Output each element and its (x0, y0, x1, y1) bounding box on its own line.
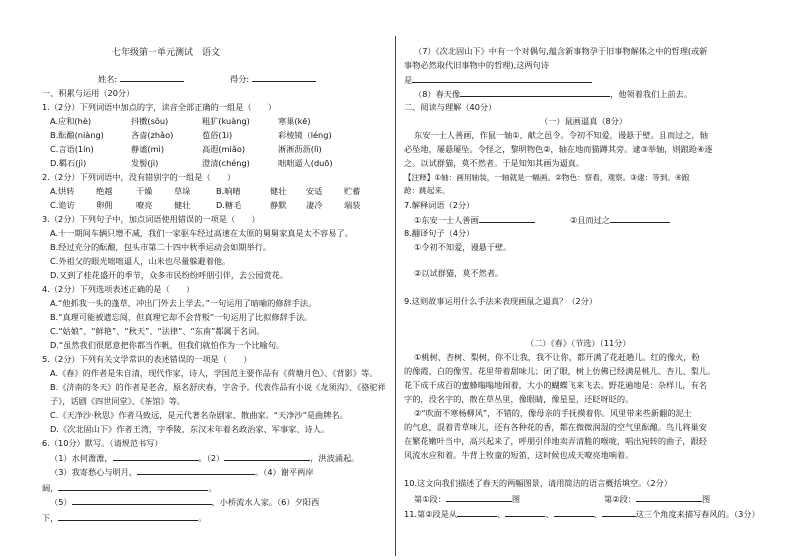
q6-text: 下， (42, 513, 59, 523)
q6-line-4 (50, 496, 319, 507)
q6-text: ，洪波涌起。 (310, 453, 360, 463)
q6-line-2 (50, 466, 314, 477)
score-blank[interactable] (252, 73, 316, 82)
answer-blank[interactable] (412, 74, 592, 83)
q10-text: 图 (511, 494, 521, 504)
q8-stem: 8.翻译句子（4分） (404, 228, 475, 238)
name-blank[interactable] (120, 73, 184, 82)
answer-blank[interactable] (505, 508, 545, 517)
passage2-line: ②“吹面不寒杨柳风”，不错的，像母亲的手抚摸着你。风里带来些新翻的泥土 (414, 408, 692, 418)
q1-option: 高遐(miǎo) (202, 144, 246, 154)
q10-text: 第①段： (414, 494, 446, 504)
q5-option-b-cont: 子》，话剧《四世同堂》、《茶馆》等。 (50, 396, 186, 406)
q2-word: B.晌晴 (216, 186, 241, 196)
name-label: 姓名: (98, 74, 118, 84)
q7a (414, 214, 535, 225)
answer-blank[interactable] (457, 508, 497, 517)
q11-text: 11.第②段是从 (404, 509, 458, 519)
q5-option-d: D.《次北固山下》作者王湾，字季陵，东汉末年着名政治家、军事家、诗人。 (50, 424, 330, 434)
q7-stem: 7.解释词语（2分） (404, 200, 475, 210)
q3-option-d: D.又到了桂花盛开的季节，众多市民纷纷呼朋引伴，去公园赏花。 (50, 270, 289, 280)
column-divider (395, 36, 396, 556)
q6-text: 。（2） (198, 453, 225, 463)
q2-word: 卵佣 (96, 200, 113, 210)
q4-stem: 4.（2分）下列选项表述正确的是（ ） (42, 284, 195, 294)
q2-word: 安适 (306, 186, 323, 196)
q10-stem: 10.这文向我们描述了春天的两幅图景，请用简洁的语言概括填空。（2分） (404, 478, 672, 488)
answer-blank[interactable] (636, 493, 702, 502)
answer-blank[interactable] (58, 512, 198, 521)
q3-stem: 3.（2分）下列句子中，加点词语使用错误的一项是（ ） (42, 214, 260, 224)
q1-option: 抖擞(sǒu) (131, 116, 169, 126)
q6-text: 阔， (42, 483, 59, 493)
q6-text: 。（4）谢平两岸 (255, 467, 314, 477)
q2-word: 静默 (270, 200, 287, 210)
q1-option: 彩棱镜（léng) (278, 130, 332, 140)
q5-option-c: C.《天净沙·秋思》作者马致远，是元代著名杂剧家、散曲家。“天净沙”是曲牌名。 (50, 410, 348, 420)
annotation-cont: 跄：跳起来。 (404, 186, 450, 195)
q7b (570, 214, 670, 225)
answer-blank[interactable] (113, 452, 199, 461)
q11-text: 、 (545, 509, 554, 519)
q8a: ①令初不知爱，谩悬于壁。 (414, 242, 512, 252)
q6-7-answer (404, 74, 592, 85)
name-field[interactable] (98, 73, 184, 84)
q6-7-stem: （7）《次北固山下》中有一个对偶句,蕴含新事物孕于旧事物解体之中的哲理(或新 (414, 46, 708, 56)
q2-word: 贮蓄 (344, 186, 361, 196)
q11-text: 、 (593, 509, 602, 519)
q6-text: （3）我寄愁心与明月， (50, 467, 138, 477)
passage2-line: 的像霞，白的像雪。花里带着甜味儿；闭了眼，树上仿佛已经满是桃儿、杏儿、梨儿。 (404, 366, 716, 376)
q8b: ②以试群猫，莫不然者。 (414, 268, 504, 278)
answer-blank[interactable] (610, 214, 670, 223)
q3-option-c: C.外祖父的眼光咄咄逼人，山米也尽量躲避着他。 (50, 256, 231, 266)
answer-blank[interactable] (460, 88, 610, 97)
q10-answer-line (414, 493, 710, 504)
q6-7-stem-cont: 事物必然取代旧事物中的哲理),这两句诗 (404, 60, 549, 70)
q2-word: 健壮 (174, 200, 191, 210)
q2-word: 干燥 (136, 186, 153, 196)
passage2-line: 风流水应和着。牛背上牧童的短笛，这时候也成天嘹亮地响着。 (404, 450, 634, 460)
sec1-title: （一）鼠画逼真（8分） (540, 116, 628, 126)
q1-option: C.言语(1ín) (50, 144, 94, 154)
q1-option: 粗犷(kuàng) (202, 116, 250, 126)
q6-text: 。 (208, 483, 217, 493)
answer-blank[interactable] (58, 482, 208, 491)
q1-option: D.羁石(jì) (50, 158, 87, 168)
answer-blank[interactable] (224, 452, 310, 461)
q2-stem: 2.（2分）下列词语中，没有错别字的一组是（ ） (42, 172, 236, 182)
part2-heading: 二、阅读与理解（40分） (404, 102, 497, 112)
q1-option: 苞俗(1i) (202, 130, 233, 140)
q6-text: ，小桥流水人家。（6）夕阳西 (211, 497, 320, 507)
q6-text: （1）水何澹澹， (50, 453, 113, 463)
annotation: 【注释】①轴：画用轴装，一轴就是一幅画。②物色：察看，观察。③逮：等到。④踉 (404, 173, 690, 182)
page-title: 七年级第一单元测试 语文 (112, 48, 221, 58)
q2-word: 嘹亮 (136, 200, 153, 210)
passage2-line: ①桃树、杏树、梨树，你不让我，我不让你，都开满了花赶趟儿。红的像火，粉 (414, 352, 700, 362)
q11-text: 、 (497, 509, 506, 519)
passage2-line: 的气息，混着青草味儿，还有各种花的香，都在微微润湿的空气里酝酿。鸟儿将巢安 (404, 422, 707, 432)
q5-option-a: A.《春》的作者是朱自清，现代作家，诗人，学国范主要作品有《荷塘月色》、《背影》等。 (50, 368, 378, 378)
answer-blank[interactable] (446, 493, 512, 502)
q4-option-c: C.“姑娘”、“鲜艳”、“秋天”、“法律”、“东南”都属于名词。 (50, 326, 265, 336)
q2-word: 健壮 (270, 186, 287, 196)
q1-option: 吝啬(zhǎo) (131, 130, 174, 140)
q1-option: 澄清(chéng) (202, 158, 250, 168)
q6-text: （5） (50, 497, 72, 507)
q2-word: 端装 (344, 200, 361, 210)
q10-text: 第②段： (604, 494, 637, 504)
q1-option: 寒巢(kē) (278, 116, 311, 126)
q3-option-a: A.十一期间车辆只增不减，我们一家驱车经过高速在太原的舅舅家真是太不容易了。 (50, 228, 353, 238)
q2-word: A.烘转 (50, 186, 75, 196)
part1-heading: 一、积累与运用（20分） (42, 88, 135, 98)
q2-word: 绝越 (96, 186, 113, 196)
q5-option-b: B.《济南的冬天》的作者是老舍，原名舒庆春，字舍予。代表作品有小说《龙须沟》、《骆驼祥 (50, 382, 386, 392)
q6-text: 是 (404, 75, 413, 85)
q6-text: （8）春天像 (414, 89, 461, 99)
passage1-line: 东安一士人善画，作鼠一轴①，献之邑令。令初不知爱，谩悬于壁。且而过之，轴 (414, 130, 708, 140)
q1-option: B.酝酿(niàng) (50, 130, 104, 140)
left-column (34, 0, 389, 560)
q2-word: C.诡访 (50, 200, 75, 210)
answer-blank[interactable] (137, 466, 255, 475)
q6-text: 。 (198, 513, 207, 523)
q1-stem: 1.（2分）下列词语中加点的字，读音全部正确的一组是（ ） (42, 102, 277, 112)
q3-option-b: B.经过充分的酝酿，包头市第二十四中秋季运动会如期举行。 (50, 242, 272, 252)
passage1-line: 之。以试群猫，莫不然者。于是知知其画为逼真。 (404, 158, 585, 168)
q6-text: ，他领着我们上前去。 (610, 89, 693, 99)
q11-text: 这三个角度来描写春风的。（3分） (635, 509, 760, 519)
answer-blank[interactable] (602, 508, 636, 517)
q6-line-1 (50, 452, 359, 463)
passage2-line: 字的，没名字的，散在草丛里，像眼睛，像星星，还眨呀眨的。 (404, 394, 634, 404)
passage2-line: 在繁花嫩叶当中，高兴起来了，呼朋引伴地卖弄清脆的喉咙，唱出宛转的曲子，跟轻 (404, 436, 707, 446)
q2-word: D.糖毛 (216, 200, 242, 210)
score-label: 得分: (230, 74, 250, 84)
right-column (404, 0, 774, 560)
q9-stem: 9.这则故事运用什么手法来表现画鼠之逼真？（2分） (404, 296, 598, 306)
answer-blank[interactable] (72, 496, 212, 505)
q5-stem: 5.（2分）下列有关文学常识的表述错误的一项是（ ） (42, 354, 252, 364)
sec2-title: （二）《春》（节选）（11分） (526, 338, 631, 348)
q2-word: 草垛 (174, 186, 191, 196)
answer-blank[interactable] (554, 508, 594, 517)
q1-option: 发髻(jì) (131, 158, 159, 168)
q4-option-b: B.“真理可能被遗忘阅，但真理它却不会背叛”一句运用了比拟修辞手法。 (50, 312, 313, 322)
q1-option: 静谧(mì) (131, 144, 165, 154)
q4-option-d: D.“虽然我们很愿意把你都当作帆，但我们就怕作为一个比喻句。 (50, 340, 285, 350)
q6-8-line (414, 88, 692, 99)
q6-line-3 (42, 482, 217, 493)
q1-option: 咄咄逼人(duō) (278, 158, 333, 168)
passage2-line: 花下成千成百的蜜蜂嗡嗡地闹着，大小的蝴蝶飞来飞去。野花遍地是：杂样儿，有名 (404, 380, 707, 390)
answer-blank[interactable] (479, 214, 535, 223)
q11-line (404, 508, 760, 519)
q7-text: ②且而过之 (570, 215, 611, 225)
q1-option: 淅淅沥沥(lì) (278, 144, 322, 154)
passage1-line: 必坠地，屡悬屡坠。令怪之，黎明物色②，轴在地而猫蹲其旁。逮③举轴，则踉跄④逐 (404, 144, 713, 154)
q10-text: 图 (702, 494, 711, 504)
q4-option-a: A.“他抓我一头的蓬草，冲出门外去上学去。”一句运用了暗喻的修辞手法。 (50, 298, 317, 308)
q2-word: 凄冷 (306, 200, 323, 210)
q7-text: ①东安一士人善画 (414, 215, 479, 225)
q6-stem: 6.（10分）默写。（请规范书写） (42, 438, 163, 448)
q6-line-5 (42, 512, 207, 523)
q1-option: A.应和(hè) (50, 116, 92, 126)
score-field[interactable] (230, 73, 316, 84)
